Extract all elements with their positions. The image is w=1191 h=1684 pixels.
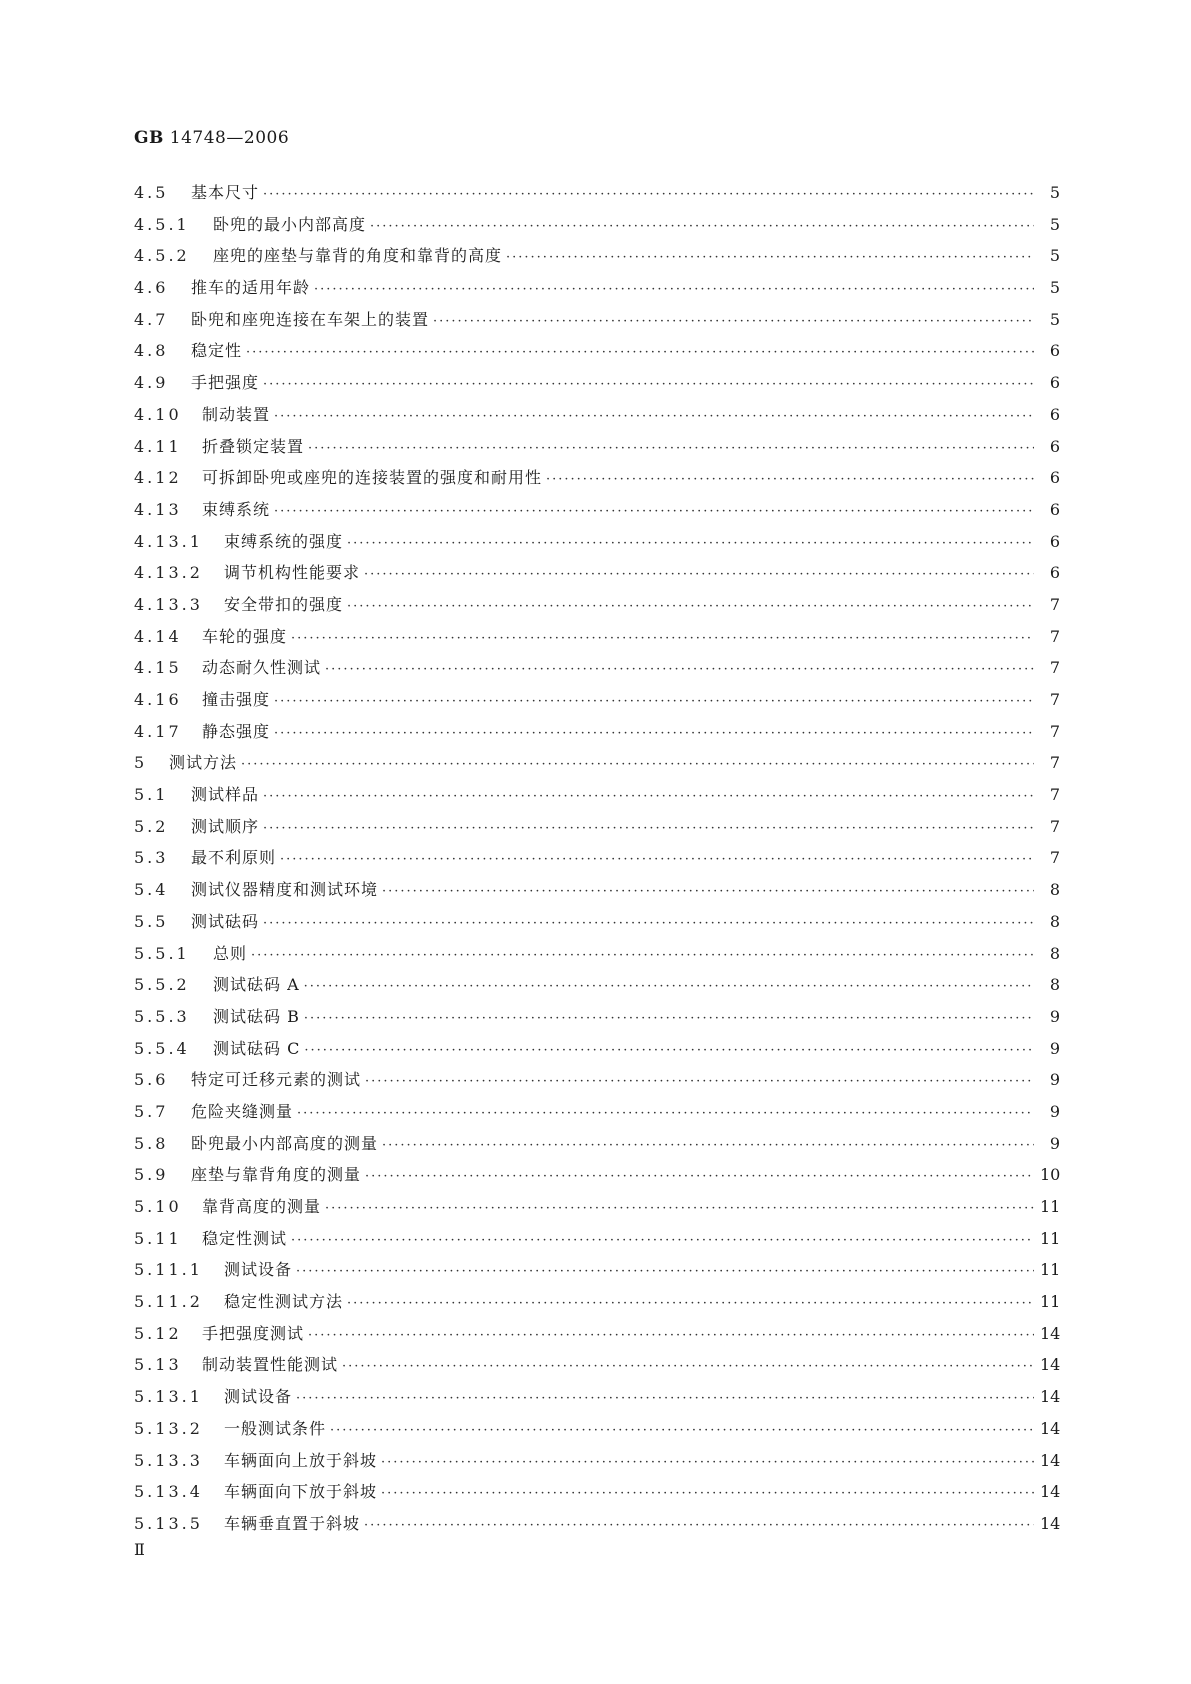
toc-entry[interactable] <box>134 1226 1060 1258</box>
toc-entry-number: 4.5.2 <box>134 246 190 266</box>
toc-entry-number: 5.8 <box>134 1133 169 1153</box>
toc-entry-number: 5.11.2 <box>134 1292 203 1312</box>
toc-entry-number: 5.13.2 <box>134 1418 203 1438</box>
toc-leader-dots <box>263 377 1034 392</box>
toc-entry[interactable] <box>134 814 1060 846</box>
toc-entry-number: 5.1 <box>134 785 169 805</box>
toc-entry-number: 4.13 <box>134 499 182 519</box>
toc-leader-dots <box>274 694 1034 709</box>
toc-entry-title: 制动装置 <box>202 404 271 424</box>
toc-entry-title: 调节机构性能要求 <box>224 563 361 583</box>
toc-leader-dots <box>291 631 1034 646</box>
toc-leader-dots <box>308 1328 1034 1343</box>
toc-entry-number: 4.5.1 <box>134 214 190 234</box>
toc-entry-number: 5.5.2 <box>134 975 190 995</box>
toc-leader-dots <box>370 219 1034 234</box>
toc-entry-number: 5.13.5 <box>134 1513 203 1533</box>
toc-entry[interactable] <box>134 1448 1060 1480</box>
toc-entry-number: 4.14 <box>134 626 182 646</box>
toc-leader-dots <box>263 187 1034 202</box>
toc-entry-page: 7 <box>1049 594 1060 614</box>
toc-entry-page: 5 <box>1049 183 1060 202</box>
toc-entry[interactable] <box>134 1099 1060 1131</box>
toc-entry[interactable] <box>134 1162 1060 1194</box>
toc-leader-dots <box>325 662 1034 677</box>
toc-entry-number: 4.7 <box>134 309 169 329</box>
toc-entry-number: 5.2 <box>134 816 169 836</box>
toc-entry[interactable] <box>134 243 1060 275</box>
toc-entry[interactable] <box>134 1257 1060 1289</box>
toc-entry-number: 4.8 <box>134 341 169 361</box>
toc-entry-page: 9 <box>1049 1133 1060 1153</box>
toc-entry-number: 4.15 <box>134 658 182 678</box>
toc-entry[interactable] <box>134 370 1060 402</box>
toc-leader-dots <box>546 472 1034 487</box>
toc-leader-dots <box>296 1391 1034 1406</box>
toc-entry-page: 11 <box>1040 1197 1061 1216</box>
toc-entry-title: 稳定性测试方法 <box>224 1292 344 1312</box>
toc-entry-number: 4.11 <box>134 436 182 456</box>
toc-entry-number: 5.13 <box>134 1355 182 1375</box>
toc-leader-dots <box>347 599 1034 614</box>
toc-entry-number: 5.4 <box>134 880 169 900</box>
toc-entry[interactable] <box>134 338 1060 370</box>
page-number-footer: Ⅱ <box>134 1540 145 1559</box>
toc-entry-title: 危险夹缝测量 <box>191 1101 294 1121</box>
toc-entry[interactable] <box>134 624 1060 656</box>
toc-entry-page: 7 <box>1049 658 1060 678</box>
toc-entry-page: 7 <box>1049 721 1060 741</box>
toc-leader-dots <box>381 1455 1034 1470</box>
toc-entry[interactable] <box>134 909 1060 941</box>
toc-entry[interactable] <box>134 877 1060 909</box>
toc-entry-title: 卧兜最小内部高度的测量 <box>191 1133 379 1153</box>
toc-entry-page: 14 <box>1040 1387 1061 1407</box>
toc-entry[interactable] <box>134 434 1060 466</box>
toc-entry[interactable] <box>134 307 1060 339</box>
toc-entry[interactable] <box>134 465 1060 497</box>
toc-entry-title: 安全带扣的强度 <box>224 594 344 614</box>
toc-entry-page: 14 <box>1040 1323 1061 1343</box>
toc-entry-number: 5.13.3 <box>134 1450 203 1470</box>
toc-entry-page: 7 <box>1049 848 1060 868</box>
toc-entry-number: 5.5.3 <box>134 1006 190 1026</box>
toc-entry-title: 测试设备 <box>224 1387 293 1407</box>
toc-entry[interactable] <box>134 1067 1060 1099</box>
toc-entry[interactable] <box>134 180 1060 212</box>
toc-entry[interactable] <box>134 275 1060 307</box>
toc-entry-title: 测试砝码 <box>191 911 260 931</box>
toc-entry-page: 7 <box>1049 690 1060 709</box>
toc-leader-dots <box>291 1233 1034 1248</box>
toc-entry[interactable] <box>134 782 1060 814</box>
toc-entry-page: 7 <box>1049 785 1060 805</box>
toc-leader-dots <box>381 1486 1034 1501</box>
toc-entry-page: 6 <box>1049 499 1060 519</box>
toc-entry-number: 4.13.1 <box>134 531 203 551</box>
toc-entry-number: 5 <box>134 753 148 773</box>
toc-entry-title: 测试砝码 C <box>213 1038 301 1058</box>
toc-entry-title: 制动装置性能测试 <box>202 1355 339 1375</box>
toc-entry-page: 11 <box>1040 1292 1061 1312</box>
toc-entry-number: 4.13.2 <box>134 563 203 583</box>
toc-entry-page: 9 <box>1049 1101 1060 1121</box>
toc-entry-title: 测试砝码 B <box>213 1006 300 1026</box>
toc-entry-title: 座兜的座垫与靠背的角度和靠背的高度 <box>213 246 503 266</box>
toc-leader-dots <box>308 441 1034 456</box>
toc-leader-dots <box>365 1074 1034 1089</box>
toc-entry-page: 6 <box>1049 436 1060 456</box>
toc-entry-number: 5.6 <box>134 1070 169 1090</box>
toc-entry-page: 14 <box>1040 1450 1061 1470</box>
toc-entry-title: 手把强度测试 <box>202 1323 305 1343</box>
toc-entry[interactable] <box>134 655 1060 687</box>
toc-entry-page: 14 <box>1040 1418 1061 1438</box>
toc-entry-page: 11 <box>1040 1260 1061 1280</box>
toc-entry-title: 车辆垂直置于斜坡 <box>224 1513 361 1533</box>
toc-leader-dots <box>297 1106 1034 1121</box>
toc-entry[interactable] <box>134 1321 1060 1353</box>
toc-entry-title: 卧兜的最小内部高度 <box>213 214 367 234</box>
toc-entry[interactable] <box>134 1352 1060 1384</box>
toc-entry-page: 6 <box>1049 373 1060 393</box>
toc-entry-title: 测试顺序 <box>191 816 260 836</box>
toc-entry-page: 5 <box>1049 214 1060 234</box>
toc-entry-title: 基本尺寸 <box>191 183 260 202</box>
toc-entry-number: 4.10 <box>134 404 182 424</box>
toc-entry[interactable] <box>134 1479 1060 1511</box>
toc-entry[interactable] <box>134 1511 1060 1543</box>
toc-entry[interactable] <box>134 497 1060 529</box>
toc-entry-page: 8 <box>1049 880 1060 900</box>
toc-entry-number: 4.13.3 <box>134 594 203 614</box>
toc-entry-title: 最不利原则 <box>191 848 277 868</box>
toc-entry[interactable] <box>134 402 1060 434</box>
toc-entry-page: 5 <box>1049 246 1060 266</box>
toc-entry[interactable] <box>134 972 1060 1004</box>
toc-leader-dots <box>342 1359 1034 1374</box>
toc-entry-title: 静态强度 <box>202 721 271 741</box>
toc-leader-dots <box>246 345 1034 360</box>
toc-entry-number: 5.11 <box>134 1228 182 1248</box>
table-of-contents <box>134 180 1060 1543</box>
toc-entry[interactable] <box>134 560 1060 592</box>
toc-entry[interactable] <box>134 1131 1060 1163</box>
toc-entry-page: 11 <box>1040 1228 1061 1248</box>
toc-entry[interactable] <box>134 1289 1060 1321</box>
toc-entry-page: 6 <box>1049 404 1060 424</box>
toc-entry-title: 推车的适用年龄 <box>191 278 311 298</box>
toc-leader-dots <box>382 884 1034 899</box>
toc-entry-number: 5.12 <box>134 1323 182 1343</box>
toc-entry[interactable] <box>134 941 1060 973</box>
toc-leader-dots <box>251 948 1034 963</box>
toc-entry-page: 8 <box>1049 911 1060 931</box>
toc-entry-page: 5 <box>1049 278 1060 298</box>
toc-leader-dots <box>382 1138 1034 1153</box>
toc-entry-number: 4.6 <box>134 278 169 298</box>
toc-entry[interactable] <box>134 529 1060 561</box>
toc-entry-title: 靠背高度的测量 <box>202 1197 322 1216</box>
toc-entry-number: 5.11.1 <box>134 1260 203 1280</box>
toc-entry-title: 车轮的强度 <box>202 626 288 646</box>
toc-entry[interactable] <box>134 1036 1060 1068</box>
toc-leader-dots <box>433 314 1034 329</box>
toc-leader-dots <box>274 409 1034 424</box>
toc-entry-title: 稳定性测试 <box>202 1228 288 1248</box>
toc-leader-dots <box>347 536 1034 551</box>
toc-leader-dots <box>263 821 1034 836</box>
toc-entry-title: 车辆面向上放于斜坡 <box>224 1450 378 1470</box>
toc-leader-dots <box>365 1169 1034 1184</box>
toc-entry-page: 9 <box>1049 1038 1060 1058</box>
toc-leader-dots <box>364 567 1034 582</box>
toc-leader-dots <box>304 1043 1034 1058</box>
toc-entry-title: 稳定性 <box>191 341 243 361</box>
toc-entry-title: 一般测试条件 <box>224 1418 327 1438</box>
toc-entry[interactable] <box>134 592 1060 624</box>
toc-entry-page: 6 <box>1049 341 1060 361</box>
toc-entry-page: 6 <box>1049 531 1060 551</box>
toc-entry-page: 9 <box>1049 1006 1060 1026</box>
toc-entry-title: 测试样品 <box>191 785 260 805</box>
toc-entry-page: 5 <box>1049 309 1060 329</box>
toc-entry[interactable] <box>134 1416 1060 1448</box>
toc-entry-number: 5.5 <box>134 911 169 931</box>
toc-entry[interactable] <box>134 687 1060 719</box>
toc-entry-number: 5.9 <box>134 1165 169 1185</box>
toc-entry-title: 折叠锁定装置 <box>202 436 305 456</box>
toc-entry-page: 10 <box>1040 1165 1061 1185</box>
toc-leader-dots <box>364 1518 1034 1533</box>
toc-entry-page: 14 <box>1040 1355 1061 1375</box>
toc-entry-title: 特定可迁移元素的测试 <box>191 1070 362 1090</box>
toc-entry[interactable] <box>134 1384 1060 1416</box>
toc-leader-dots <box>296 1264 1034 1279</box>
toc-entry-page: 9 <box>1049 1070 1060 1090</box>
toc-leader-dots <box>347 1296 1034 1311</box>
toc-entry-page: 7 <box>1049 753 1060 773</box>
toc-entry-number: 5.10 <box>134 1197 182 1216</box>
toc-entry-number: 4.9 <box>134 373 169 393</box>
toc-leader-dots <box>263 916 1034 931</box>
toc-entry-number: 5.5.4 <box>134 1038 190 1058</box>
toc-entry-page: 7 <box>1049 816 1060 836</box>
toc-entry-page: 6 <box>1049 563 1060 583</box>
toc-leader-dots <box>274 504 1034 519</box>
toc-entry-number: 5.13.4 <box>134 1482 203 1502</box>
toc-entry-title: 卧兜和座兜连接在车架上的装置 <box>191 309 430 329</box>
toc-entry-page: 6 <box>1049 468 1060 488</box>
toc-leader-dots <box>241 757 1034 772</box>
toc-entry-title: 束缚系统 <box>202 499 271 519</box>
toc-entry-title: 可拆卸卧兜或座兜的连接装置的强度和耐用性 <box>202 468 543 488</box>
toc-leader-dots <box>506 250 1034 265</box>
toc-leader-dots <box>304 979 1034 994</box>
toc-leader-dots <box>325 1201 1034 1216</box>
toc-entry-title: 测试砝码 A <box>213 975 300 995</box>
toc-entry-title: 手把强度 <box>191 373 260 393</box>
toc-leader-dots <box>304 1011 1034 1026</box>
toc-entry-title: 座垫与靠背角度的测量 <box>191 1165 362 1185</box>
toc-entry[interactable] <box>134 750 1060 782</box>
toc-entry[interactable] <box>134 1194 1060 1226</box>
toc-entry-page: 14 <box>1040 1482 1061 1502</box>
toc-entry[interactable] <box>134 719 1060 751</box>
toc-entry-number: 5.7 <box>134 1101 169 1121</box>
toc-leader-dots <box>314 282 1034 297</box>
toc-entry-page: 14 <box>1040 1513 1061 1533</box>
toc-leader-dots <box>330 1423 1034 1438</box>
toc-leader-dots <box>280 852 1034 867</box>
toc-entry[interactable] <box>134 845 1060 877</box>
toc-entry-title: 测试仪器精度和测试环境 <box>191 880 379 900</box>
toc-leader-dots <box>263 789 1034 804</box>
toc-entry-number: 4.16 <box>134 690 182 709</box>
toc-entry-number: 5.13.1 <box>134 1387 203 1407</box>
toc-entry-title: 束缚系统的强度 <box>224 531 344 551</box>
toc-entry-number: 4.5 <box>134 183 169 202</box>
toc-entry-page: 8 <box>1049 943 1060 963</box>
document-header <box>134 128 289 148</box>
toc-entry[interactable] <box>134 212 1060 244</box>
toc-entry-page: 8 <box>1049 975 1060 995</box>
toc-entry-number: 5.3 <box>134 848 169 868</box>
toc-entry-title: 撞击强度 <box>202 690 271 709</box>
toc-entry-page: 7 <box>1049 626 1060 646</box>
toc-entry-number: 4.17 <box>134 721 182 741</box>
toc-entry-title: 动态耐久性测试 <box>202 658 322 678</box>
toc-leader-dots <box>274 726 1034 741</box>
toc-entry-title: 总则 <box>213 943 248 963</box>
toc-entry-title: 测试设备 <box>224 1260 293 1280</box>
toc-entry[interactable] <box>134 1004 1060 1036</box>
toc-entry-title: 车辆面向下放于斜坡 <box>224 1482 378 1502</box>
standard-number: 14748—2006 <box>169 128 290 148</box>
toc-entry-number: 5.5.1 <box>134 943 190 963</box>
toc-entry-number: 4.12 <box>134 468 182 488</box>
toc-entry-title: 测试方法 <box>169 753 238 773</box>
standard-code: GB <box>134 128 164 148</box>
